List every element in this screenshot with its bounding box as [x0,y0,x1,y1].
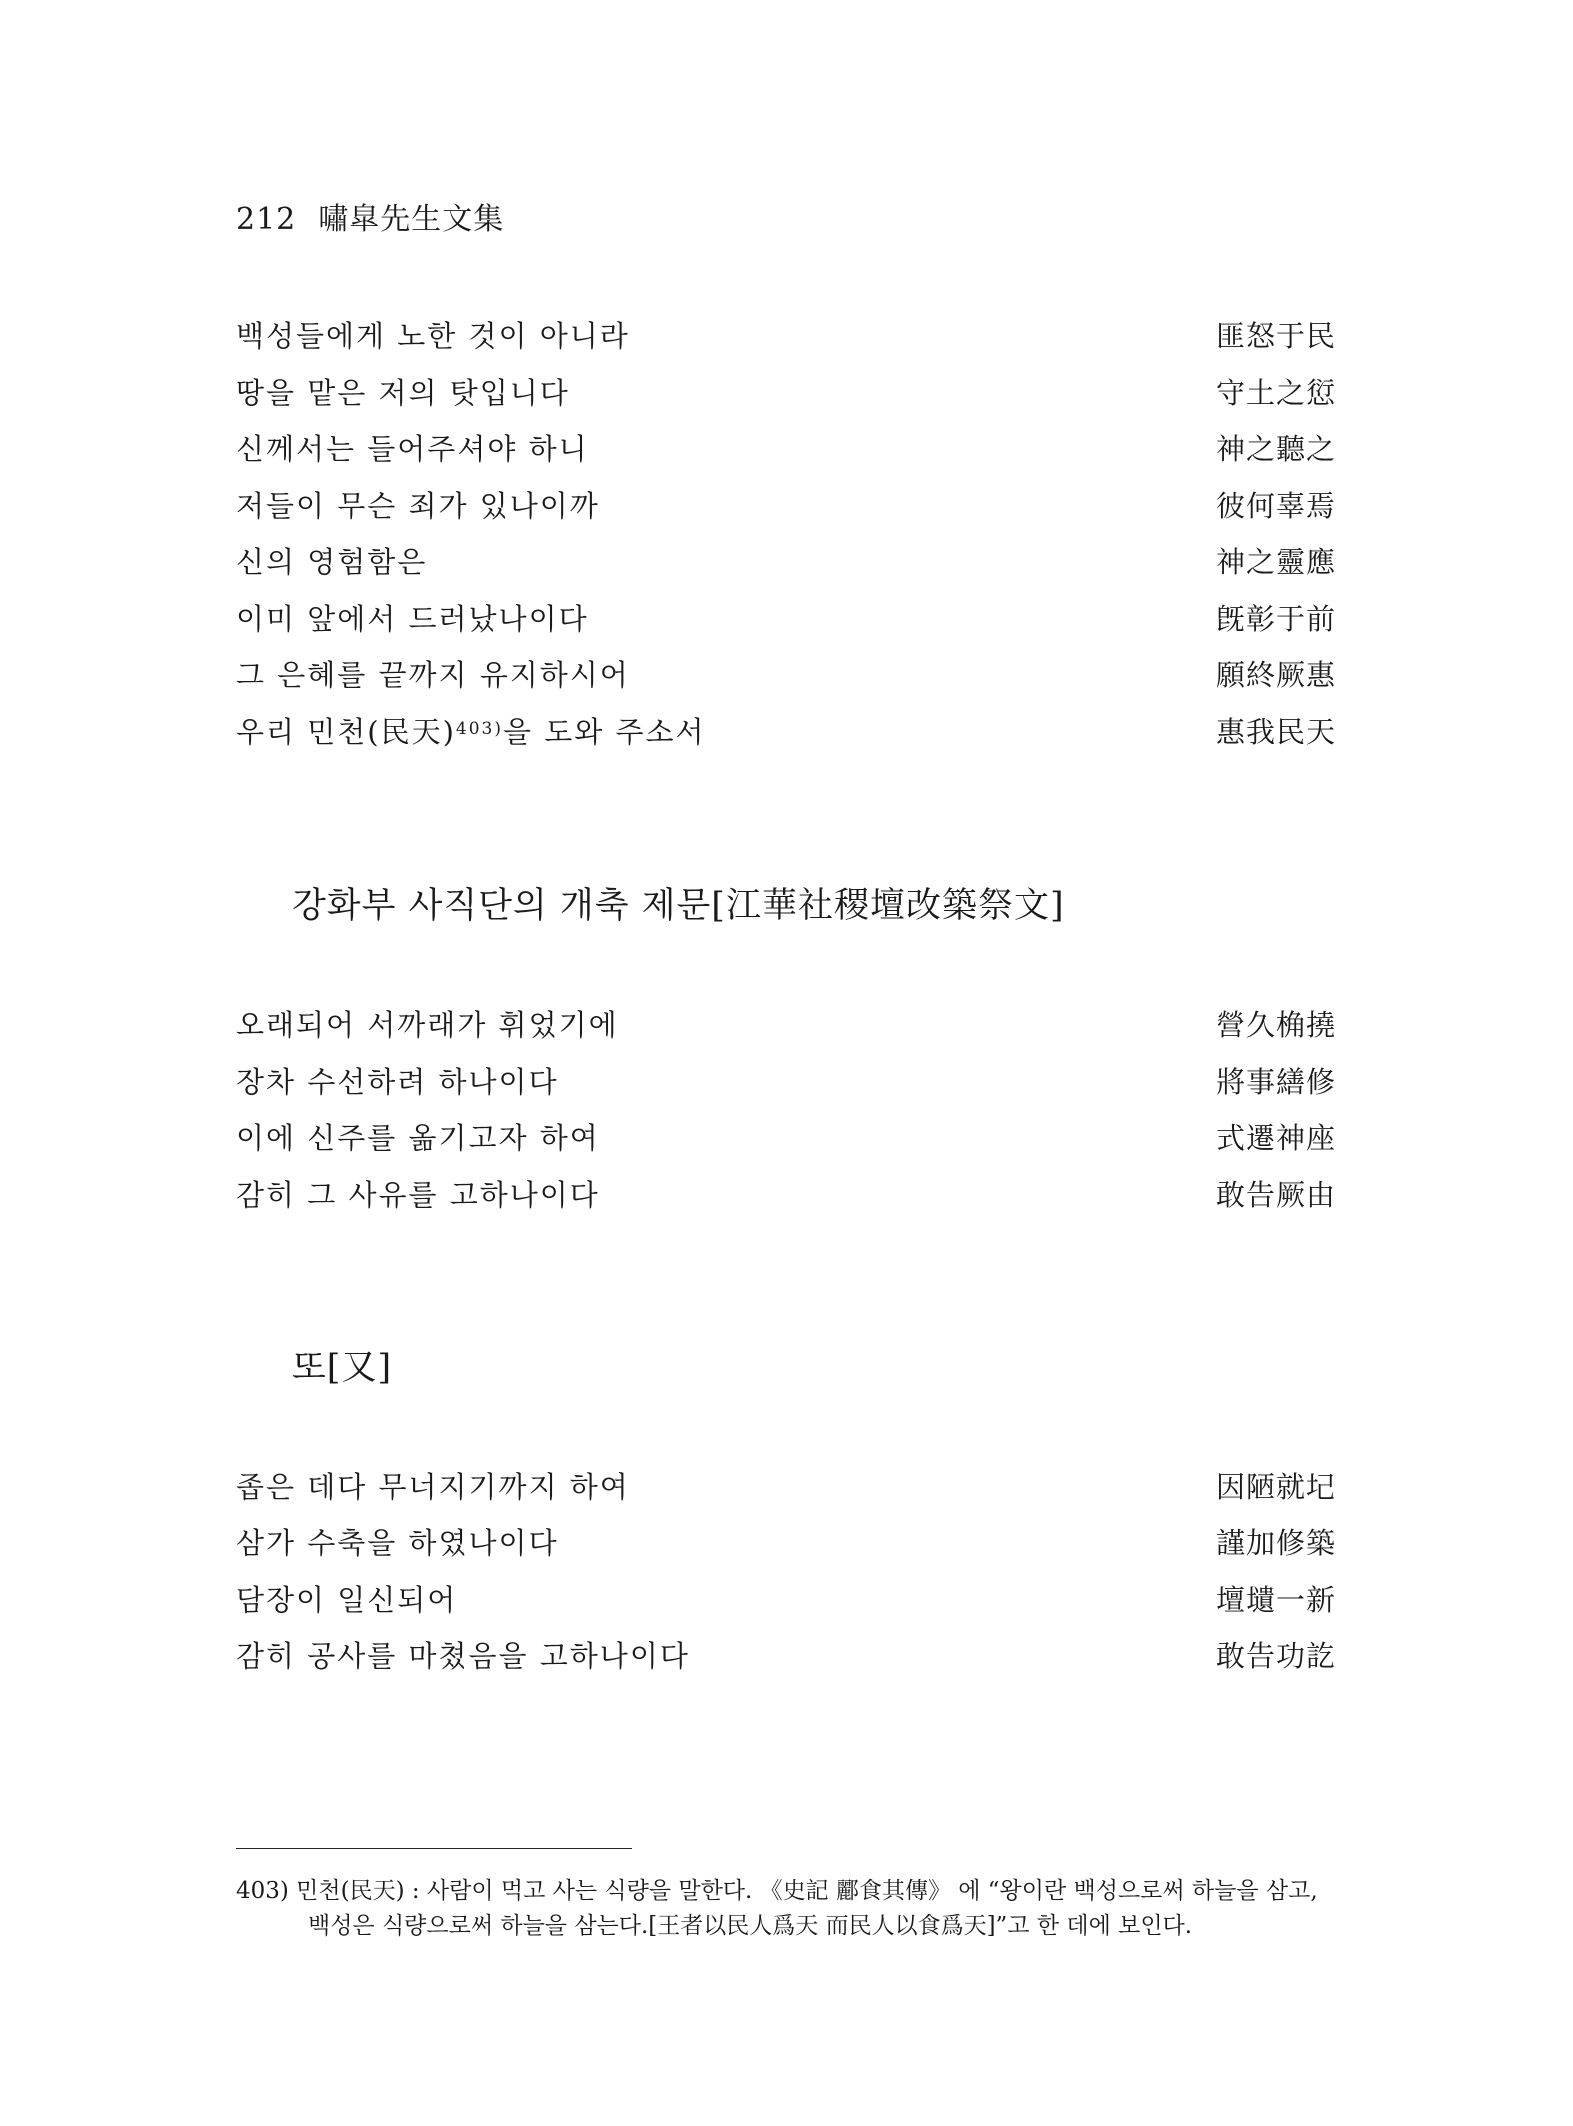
verse-hanja: 營久桷撓 [1215,1008,1336,1042]
verse-line [236,1521,1336,1561]
verse-hanja: 將事繕修 [1215,1065,1336,1099]
verse-hanja: 守土之愆 [1215,376,1336,410]
verse-korean: 신께서는 들어주셔야 하니 [236,432,589,466]
verse-hanja: 神之靈應 [1215,545,1336,579]
verse-korean: 담장이 일신되어 [236,1583,458,1617]
verse-line [236,710,1336,750]
section-title: 강화부 사직단의 개축 제문[江華社稷壇改築祭文] [292,886,1065,926]
verse-hanja: 神之聽之 [1215,432,1336,466]
verse-korean: 저들이 무슨 죄가 있나이까 [236,489,600,523]
verse-hanja: 壇壝一新 [1215,1583,1336,1617]
verse-korean: 감히 그 사유를 고하나이다 [236,1178,600,1212]
verse-hanja: 旣彰于前 [1215,602,1336,636]
verse-line [236,1578,1336,1618]
verse-hanja: 謹加修築 [1215,1526,1336,1560]
verse-korean [236,710,706,751]
footnote-line: 백성은 식량으로써 하늘을 삼는다.[王者以民人爲天 而民人以食爲天]”고 한 데에 보인다. [308,1913,1193,1939]
verse-korean: 그 은혜를 끝까지 유지하시어 [236,658,630,692]
page-header [236,194,504,238]
verse-hanja: 彼何辜焉 [1215,489,1336,523]
verse-korean: 신의 영험함은 [236,545,428,579]
verse-line [236,653,1336,693]
verse-line [236,371,1336,411]
verse-line [236,484,1336,524]
verse-korean: 백성들에게 노한 것이 아니라 [236,319,630,353]
verse-korean: 감히 공사를 마쳤음을 고하나이다 [236,1639,690,1673]
verse-hanja: 匪怒于民 [1215,319,1336,353]
verse-korean: 좁은 데다 무너지기까지 하여 [236,1470,630,1504]
verse-korean: 이에 신주를 옮기고자 하여 [236,1121,600,1155]
verse-korean: 이미 앞에서 드러났나이다 [236,602,589,636]
verse-hanja: 願終厥惠 [1215,658,1336,692]
verse-hanja: 敢告厥由 [1215,1178,1336,1212]
verse-hanja: 因陋就圮 [1215,1470,1336,1504]
verse-line [236,1116,1336,1156]
verse-line [236,1465,1336,1505]
verse-line [236,427,1336,467]
verse-line [236,597,1336,637]
page-number: 212 [236,202,297,237]
verse-hanja: 式遷神座 [1215,1121,1336,1155]
verse-hanja: 惠我民天 [1215,715,1336,749]
footnote-line: 403) 민천(民天) : 사람이 먹고 사는 식량을 말한다. 《史記 酈食其傳》 에 “왕이란 백성으로써 하늘을 삼고, [236,1878,1318,1904]
verse-korean: 삼가 수축을 하였나이다 [236,1526,559,1560]
verse-line [236,1003,1336,1043]
verse-line [236,1173,1336,1213]
verse-korean-after: 을 도와 주소서 [503,715,706,749]
verse-hanja: 敢告功訖 [1215,1639,1336,1673]
footnote-divider [236,1848,632,1849]
verse-korean: 장차 수선하려 하나이다 [236,1065,559,1099]
section-title: 또[又] [292,1348,393,1388]
verse-line [236,540,1336,580]
book-title: 嘯皐先生文集 [318,202,505,237]
verse-korean-before: 우리 민천(民天) [236,715,456,749]
verse-korean: 오래되어 서까래가 휘었기에 [236,1008,619,1042]
verse-line [236,1060,1336,1100]
footnote-ref[interactable]: 403) [455,719,503,739]
verse-line [236,314,1336,354]
verse-korean: 땅을 맡은 저의 탓입니다 [236,376,570,410]
verse-line [236,1634,1336,1674]
